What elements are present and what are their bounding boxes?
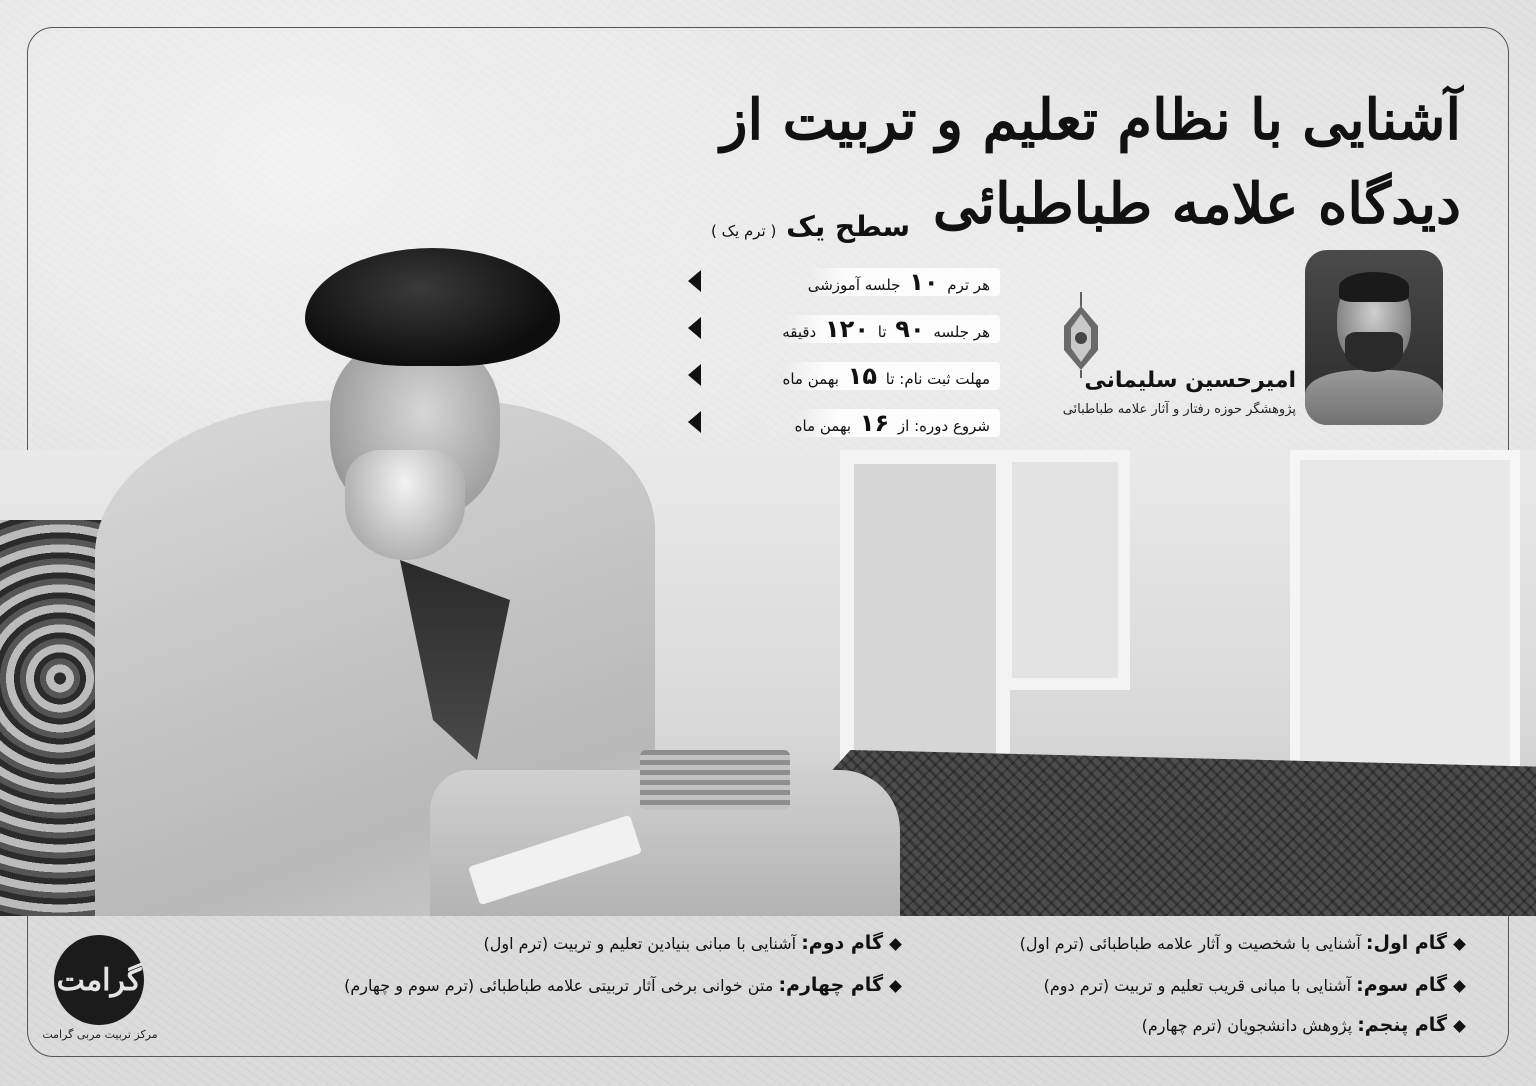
bullet-icon	[1453, 938, 1466, 951]
info-mid: بهمن ماه	[794, 416, 852, 435]
wall-shelf-upper	[1000, 450, 1130, 690]
info-prefix: مهلت ثبت نام: تا	[885, 369, 990, 388]
step-head: گام دوم:	[801, 932, 883, 954]
level-term: ( ترم یک )	[710, 222, 777, 240]
step-text: آشنایی با مبانی قریب تعلیم و تربیت (ترم دوم)	[1043, 976, 1352, 995]
arrow-left-icon	[688, 411, 701, 433]
level-label	[630, 210, 910, 243]
avatar-beard	[1345, 332, 1403, 372]
scholar-photo	[0, 450, 1536, 916]
bullet-icon	[889, 980, 902, 993]
arrow-left-icon	[688, 364, 701, 386]
instructor-name: امیرحسین سلیمانی	[1084, 368, 1296, 393]
info-row-text	[783, 362, 1001, 390]
instructor-role: پژوهشگر حوزه رفتار و آثار علامه طباطبائی	[1062, 402, 1296, 417]
info-row-deadline	[680, 352, 1000, 399]
step-text: آشنایی با شخصیت و آثار علامه طباطبائی (ترم اول)	[1019, 934, 1361, 953]
info-suffix: دقیقه	[782, 322, 817, 341]
course-info	[680, 258, 1000, 446]
logo-caption: مرکز تربیت مربی گرامت	[42, 1028, 158, 1041]
info-row-sessions	[680, 258, 1000, 305]
bullet-icon	[1453, 980, 1466, 993]
ornament-icon	[1060, 292, 1102, 378]
info-number: ۱۵	[847, 361, 877, 390]
info-prefix: هر جلسه	[933, 322, 990, 341]
step-text: متن خوانی برخی آثار تربیتی علامه طباطبائی (ترم سوم و چهارم)	[344, 976, 774, 995]
step-head: گام پنجم:	[1357, 1014, 1447, 1036]
step-4	[344, 974, 900, 996]
step-head: گام سوم:	[1356, 974, 1447, 996]
poster-title: آشنایی با نظام تعلیم و تربیت از دیدگاه علامه طباطبائی	[720, 87, 1461, 237]
step-1	[1020, 932, 1464, 954]
step-text: پژوهش دانشجویان (ترم چهارم)	[1141, 1016, 1353, 1035]
step-5	[1142, 1014, 1464, 1036]
bullet-icon	[1453, 1020, 1466, 1033]
avatar-body	[1305, 370, 1443, 425]
info-mid: تا	[877, 322, 887, 341]
course-steps	[0, 916, 1536, 1086]
info-number: ۱۰	[909, 267, 939, 296]
step-head: گام اول:	[1365, 932, 1447, 954]
patterned-cushion	[0, 520, 150, 916]
info-number: ۹۰	[895, 314, 925, 343]
level-text: سطح یک	[786, 210, 910, 243]
wall-shelf	[840, 450, 1010, 780]
arrow-left-icon	[688, 317, 701, 339]
center-logo	[54, 935, 144, 1025]
info-row-start	[680, 399, 1000, 446]
instructor-avatar	[1305, 250, 1443, 425]
carpet	[700, 750, 1536, 916]
bullet-icon	[889, 938, 902, 951]
arrow-left-icon	[688, 270, 701, 292]
white-cabinet	[1290, 450, 1520, 780]
info-mid: جلسه آموزشی	[807, 275, 901, 294]
info-row-text	[795, 409, 1000, 437]
avatar-hair	[1339, 272, 1409, 302]
info-row-duration	[680, 305, 1000, 352]
info-mid: بهمن ماه	[782, 369, 839, 388]
info-prefix: شروع دوره: از	[897, 416, 990, 435]
info-row-text	[782, 315, 1000, 343]
step-3	[1044, 974, 1464, 996]
info-prefix: هر ترم	[947, 275, 990, 294]
info-number: ۱۶	[859, 408, 890, 437]
step-head: گام چهارم:	[778, 974, 883, 996]
info-row-text	[808, 268, 1000, 296]
info-number-2: ۱۲۰	[825, 314, 869, 343]
step-2	[484, 932, 900, 954]
step-text: آشنایی با مبانی بنیادین تعلیم و تربیت (ترم اول)	[483, 934, 797, 953]
logo-mark: گرامت	[56, 962, 142, 998]
